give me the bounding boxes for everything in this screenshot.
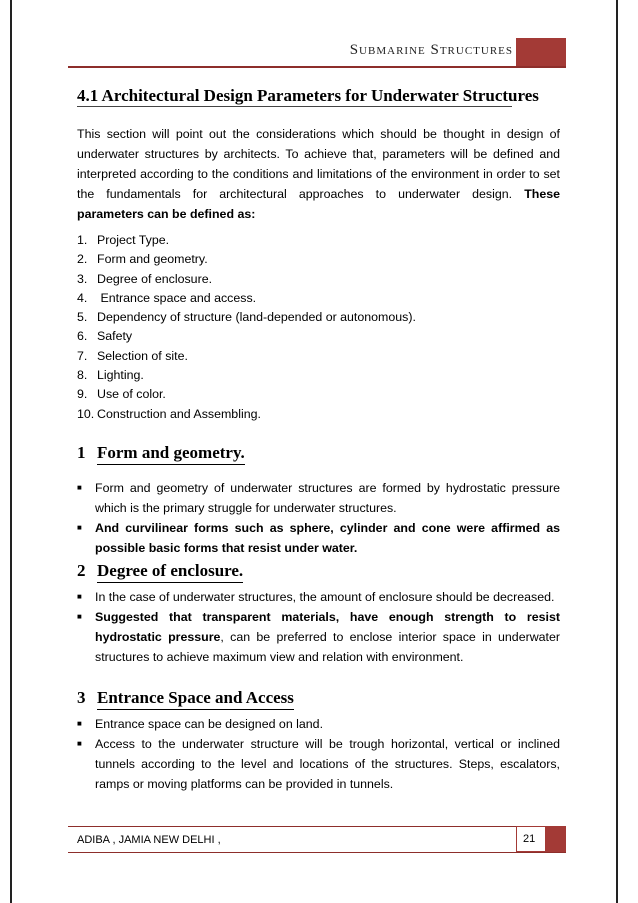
entrance-bullets bbox=[77, 714, 560, 794]
heading-number: 2 bbox=[77, 561, 86, 580]
list-text: Form and geometry. bbox=[97, 252, 208, 267]
form-geometry-bullets bbox=[77, 478, 560, 558]
section-title-underline bbox=[77, 106, 512, 107]
list-item bbox=[77, 329, 416, 348]
heading-text: Entrance Space and Access bbox=[97, 688, 294, 710]
bullet-item bbox=[77, 607, 560, 667]
bullet-square-icon: ■ bbox=[77, 739, 82, 748]
list-item bbox=[77, 233, 416, 252]
bullet-rest-text: , can be preferred to enclose interior space in underwater structures to achieve maximum view and relation with environment. bbox=[95, 630, 561, 664]
heading-text: Form and geometry. bbox=[97, 443, 245, 465]
bullet-item bbox=[77, 714, 560, 734]
list-number: 5. bbox=[77, 310, 88, 325]
heading-number: 3 bbox=[77, 688, 86, 707]
bullet-item bbox=[77, 587, 560, 607]
bullet-square-icon: ■ bbox=[77, 592, 82, 601]
bullet-text: In the case of underwater structures, the amount of enclosure should be decreased. bbox=[95, 590, 555, 604]
footer-bottom-rule bbox=[68, 852, 566, 853]
list-text: Construction and Assembling. bbox=[97, 406, 261, 421]
list-item bbox=[77, 310, 416, 329]
bullet-item bbox=[77, 518, 560, 558]
intro-bold-text: These parameters can be defined as: bbox=[77, 187, 560, 221]
parameter-list bbox=[77, 233, 416, 426]
list-number: 9. bbox=[77, 387, 88, 402]
list-item bbox=[77, 368, 416, 387]
bullet-item bbox=[77, 734, 560, 794]
heading-number: 1 bbox=[77, 443, 86, 462]
list-item bbox=[77, 291, 416, 310]
list-text: Use of color. bbox=[97, 387, 166, 402]
list-item bbox=[77, 252, 416, 271]
header-accent-block bbox=[516, 38, 566, 66]
list-number: 10. bbox=[77, 406, 95, 421]
footer-rule bbox=[68, 826, 566, 827]
heading-degree-enclosure bbox=[77, 561, 243, 581]
list-text: Selection of site. bbox=[97, 348, 188, 363]
heading-text: Degree of enclosure. bbox=[97, 561, 243, 583]
header-rule bbox=[68, 66, 566, 68]
heading-form-geometry bbox=[77, 443, 245, 463]
list-text: Lighting. bbox=[97, 368, 144, 383]
bullet-bold-text: Suggested that transparent materials, have enough strength to resist hydrostatic pressure bbox=[95, 610, 560, 644]
bullet-text: Entrance space can be designed on land. bbox=[95, 717, 324, 731]
bullet-square-icon: ■ bbox=[77, 612, 82, 621]
bullet-text: Access to the underwater structure will be trough horizontal, vertical or inclined tunnels according to the level and locations of the structures. Steps, escalators, ramps or moving platforms can be provided in tunnels. bbox=[95, 737, 560, 791]
list-number: 3. bbox=[77, 271, 88, 286]
list-number: 8. bbox=[77, 368, 88, 383]
list-item bbox=[77, 407, 416, 426]
footer-page-block bbox=[516, 826, 566, 852]
list-number: 4. bbox=[77, 290, 88, 305]
list-number: 6. bbox=[77, 329, 88, 344]
heading-entrance-access bbox=[77, 688, 294, 708]
list-text: Project Type. bbox=[97, 233, 170, 247]
intro-paragraph bbox=[77, 124, 560, 224]
bullet-text: And curvilinear forms such as sphere, cylinder and cone were affirmed as possible basic forms that resist under water. bbox=[95, 521, 560, 555]
list-text: Safety bbox=[97, 329, 133, 344]
bullet-item bbox=[77, 478, 560, 518]
bullet-square-icon: ■ bbox=[77, 523, 82, 532]
list-item bbox=[77, 349, 416, 368]
enclosure-bullets bbox=[77, 587, 560, 667]
footer-author: ADIBA , JAMIA NEW DELHI , bbox=[77, 834, 221, 846]
list-item bbox=[77, 272, 416, 291]
running-header: Submarine Structures bbox=[349, 42, 513, 58]
list-text: Degree of enclosure. bbox=[97, 271, 213, 286]
list-item bbox=[77, 387, 416, 406]
bullet-text: Form and geometry of underwater structures are formed by hydrostatic pressure which is the primary struggle for underwater structures. bbox=[95, 481, 560, 515]
bullet-square-icon: ■ bbox=[77, 483, 82, 492]
list-number: 2. bbox=[77, 252, 88, 267]
bullet-text bbox=[95, 607, 560, 667]
list-text: Entrance space and access. bbox=[97, 290, 257, 305]
list-number: 1. bbox=[77, 233, 88, 247]
section-title: 4.1 Architectural Design Parameters for Underwater Structures bbox=[77, 86, 539, 105]
bullet-square-icon: ■ bbox=[77, 719, 82, 728]
list-text: Dependency of structure (land-depended or autonomous). bbox=[97, 310, 416, 325]
intro-text: This section will point out the considerations which should be thought in design of underwater structures by architects. To achieve that, parameters will be defined and interpreted according to the conditions and limitations of the environment in order to set the fundamentals for architectural approaches to underwater design. bbox=[77, 127, 560, 201]
page-number: 21 bbox=[516, 826, 546, 852]
list-number: 7. bbox=[77, 348, 88, 363]
